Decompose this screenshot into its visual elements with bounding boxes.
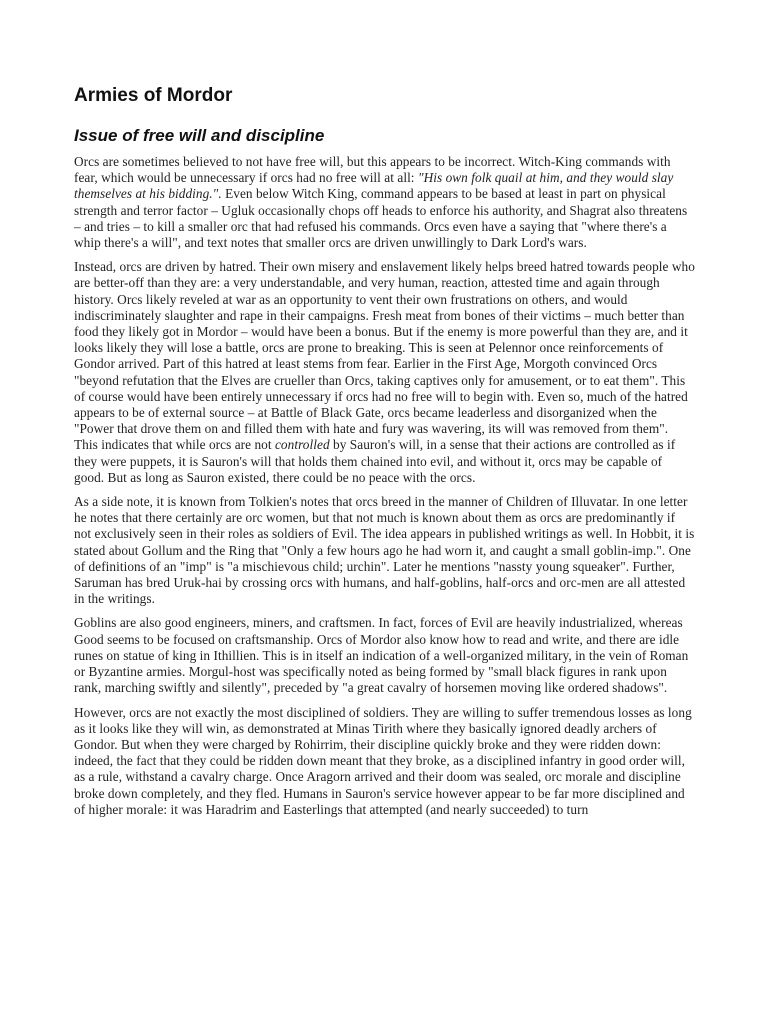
paragraph-discipline: However, orcs are not exactly the most disciplined of soldiers. They are willing to suffer tremendous losses as long as it looks like they will win, as demonstrated at Minas Tirith where they basically ignored deadly archers of Gondor. But when they were charged by Rohirrim, their discipline quickly broke and they were ridden down: indeed, the fact that they could be ridden down meant that they broke, as a disciplined infantry in good order will, as a rule, withstand a cavalry charge. Once Aragorn arrived and their doom was sealed, orc morale and discipline broke down completely, and they fled. Humans in Sauron's service however appear to be far more disciplined and of higher morale: it was Haradrim and Easterlings that attempted (and nearly succeeded) to turn <box>74 704 692 817</box>
document-body <box>74 154 695 818</box>
section-heading: Issue of free will and discipline <box>74 126 325 145</box>
page-title: Armies of Mordor <box>74 85 233 106</box>
paragraph-text: Orcs are sometimes believed to not have free will, but this appears to be incorrect. Witch-King commands with fear, which would be unnecessary if orcs had no free will at all: <box>74 154 671 186</box>
paragraph-free-will <box>74 154 695 251</box>
witch-king-quote: "His own folk quail at him, and they would slay themselves at his bidding.". <box>74 170 674 202</box>
paragraph-text: Even below Witch King, command appears to be based at least in part on physical strength and terror factor – Ugluk occasionally chops off heads to enforce his authority, and Shagrat also threatens – and tries – to kill a smaller orc that had refused his commands. Orcs even have a saying that "where there's a whip there's a will", and text notes that smaller orcs are driven unwillingly to Dark Lord's wars. <box>74 186 688 251</box>
emphasis-controlled: controlled <box>274 437 330 453</box>
paragraph-breeding: As a side note, it is known from Tolkien's notes that orcs breed in the manner of Children of Illuvatar. In one letter he notes that there certainly are orc women, but that not much is known about them as orcs are predominantly if not exclusively seen in their roles as soldiers of Evil. The idea appears in published writings as well. In Hobbit, it is stated about Gollum and the Ring that "Only a few hours ago he had worn it, and caught a small goblin-imp.". One of definitions of an "imp" is "a mischievous child; urchin". Later he mentions "nassty young squeaker". Further, Saruman has bred Uruk-hai by crossing orcs with humans, and half-goblins, half-orcs and orc-men are all attested in the writings. <box>74 494 695 607</box>
paragraph-hatred <box>74 259 695 486</box>
paragraph-engineering: Goblins are also good engineers, miners, and craftsmen. In fact, forces of Evil are heavily industrialized, whereas Good seems to be focused on craftsmanship. Orcs of Mordor also know how to read and write, and there are idle runes on statue of king in Ithillien. This is in itself an indication of a well-organized military, in the vein of Roman or Byzantine armies. Morgul-host was specifically noted as being formed by "small black figures in rank upon rank, marching swiftly and silently", preceded by "a great cavalry of horsemen moving like ordered shadows". <box>74 615 689 696</box>
paragraph-text: by Sauron's will, in a sense that their actions are controlled as if they were puppets, it is Sauron's will that holds them chained into evil, and without it, orcs may be capable of good. But as long as Sauron existed, there could be no peace with the orcs. <box>74 437 676 485</box>
document-page <box>74 0 695 826</box>
paragraph-text: Instead, orcs are driven by hatred. Their own misery and enslavement likely helps breed hatred towards people who are better-off than they are: a very understandable, and very human, reaction, attested time and again through history. Orcs likely reveled at war as an opportunity to vent their own frustrations on others, and would indiscriminately slaughter and rape in their campaigns. Fresh meat from bones of their victims – much better than food they likely got in Mordor – would have been a bonus. But if the enemy is more powerful than they are, and it looks likely they will lose a battle, orcs are prone to breaking. This is seen at Pelennor once reinforcements of Gondor arrived. Part of this hatred at least stems from fear. Earlier in the First Age, Morgoth convinced Orcs "beyond refutation that the Elves are crueller than Orcs, taking captives only for amusement, or to eat them". This of course would have been entirely unnecessary if orcs had no free will to begin with. Even so, much of the hatred appears to be of external source – at Battle of Black Gate, orcs became leaderless and disorganized when the "Power that drove them on and filled them with hate and fury was wavering, its will was removed from them". This indicates that while orcs are not <box>74 259 695 453</box>
